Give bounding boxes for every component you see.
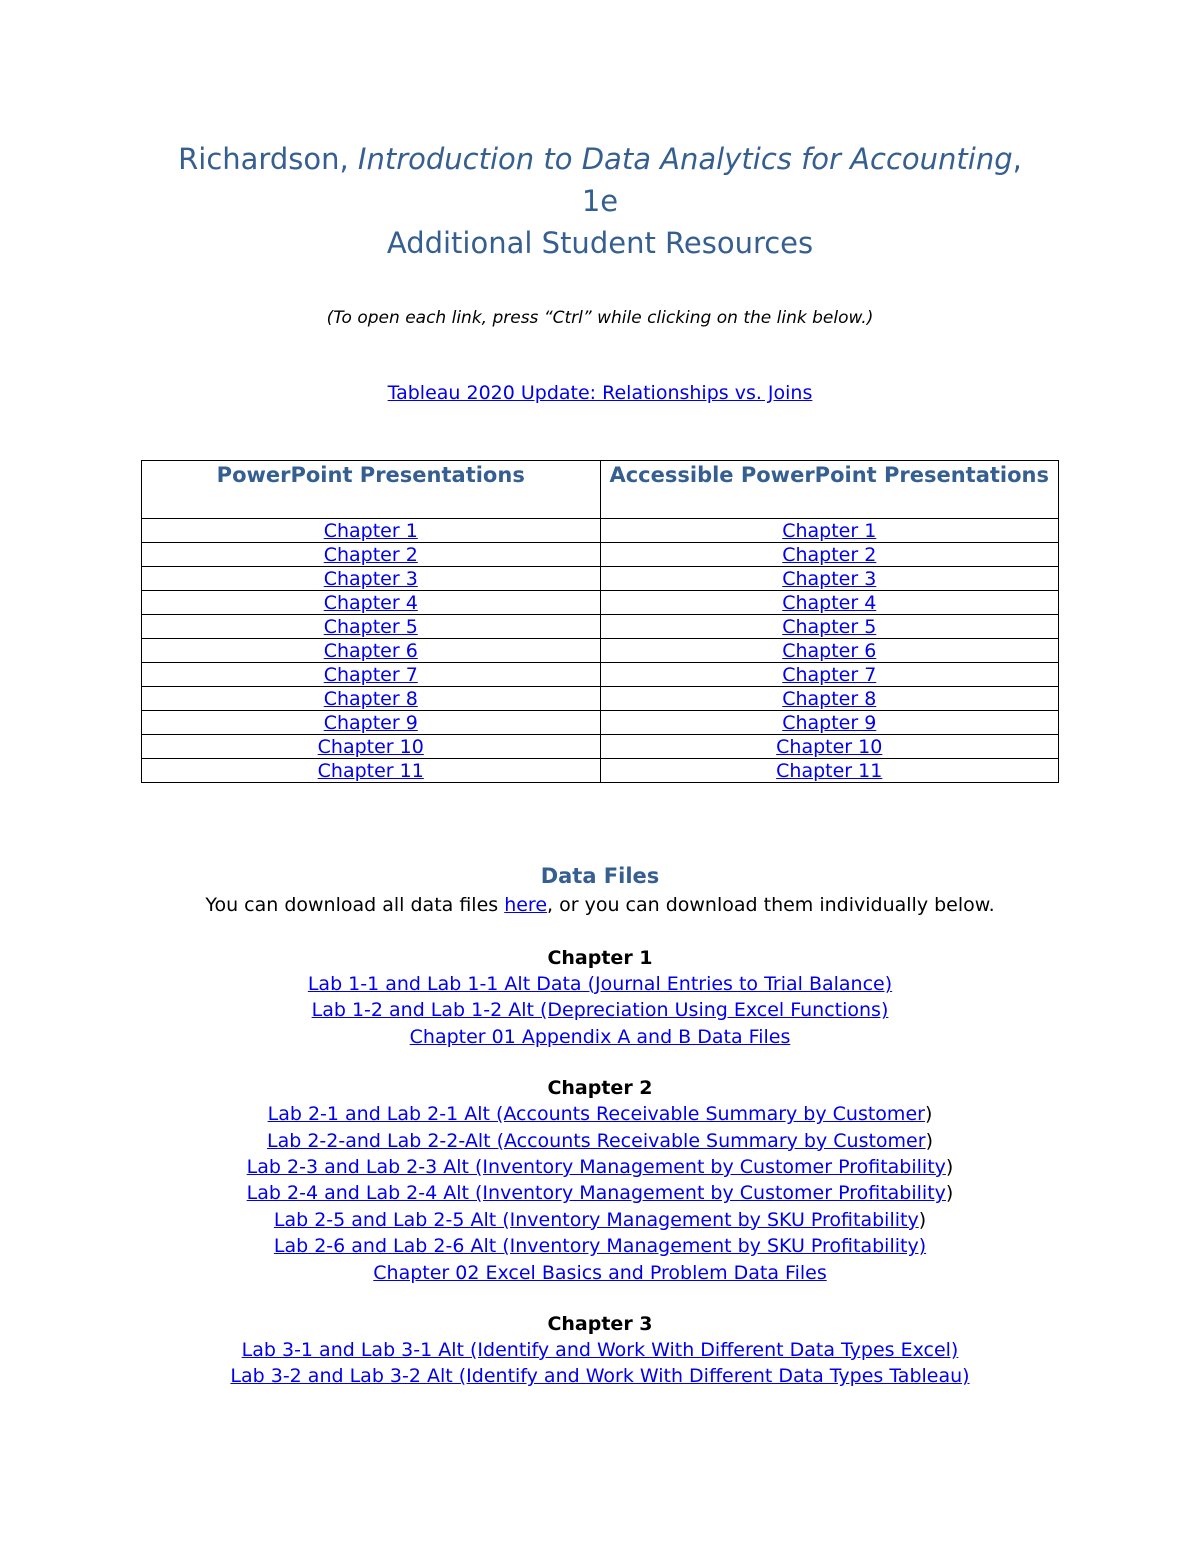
accessible-cell: [600, 639, 1059, 663]
table-row: [142, 615, 1059, 639]
accessible-chapter-link[interactable]: Chapter 3: [782, 567, 877, 590]
table-row: [142, 687, 1059, 711]
accessible-cell: [600, 567, 1059, 591]
chapter-spacer: [0, 920, 1200, 945]
accessible-chapter-link[interactable]: Chapter 6: [782, 639, 877, 662]
data-file-link[interactable]: Lab 2-5 and Lab 2-5 Alt (Inventory Management by SKU Profitability: [273, 1208, 919, 1231]
data-file-link[interactable]: Lab 2-3 and Lab 2-3 Alt (Inventory Management by Customer Profitability: [246, 1156, 946, 1179]
data-files-heading: Data Files: [540, 864, 660, 888]
table-row: [142, 711, 1059, 735]
title-line-1: [0, 138, 1200, 180]
list-item: [0, 1207, 1200, 1233]
table-header-row: [142, 461, 1059, 519]
chapter-heading: Chapter 1: [547, 947, 653, 969]
accessible-chapter-link[interactable]: Chapter 4: [782, 591, 877, 614]
ppt-chapter-link[interactable]: Chapter 10: [317, 735, 424, 758]
list-item: [0, 1260, 1200, 1286]
col-header-powerpoint: PowerPoint Presentations: [142, 461, 601, 519]
list-item: [0, 971, 1200, 997]
table-row: [142, 663, 1059, 687]
list-item: [0, 1024, 1200, 1050]
table-row: [142, 519, 1059, 543]
list-item: [0, 1363, 1200, 1389]
list-item: [0, 1154, 1200, 1180]
ppt-chapter-link[interactable]: Chapter 3: [323, 567, 418, 590]
accessible-chapter-link[interactable]: Chapter 1: [782, 519, 877, 542]
intro-text-before: You can download all data files: [205, 894, 505, 916]
link-suffix: ): [945, 1182, 954, 1205]
link-suffix: ): [924, 1103, 933, 1126]
accessible-chapter-link[interactable]: Chapter 9: [782, 711, 877, 734]
title-subtitle: Additional Student Resources: [386, 226, 814, 260]
data-file-link[interactable]: Lab 2-1 and Lab 2-1 Alt (Accounts Receivable Summary by Customer: [267, 1103, 925, 1126]
list-item: [0, 1337, 1200, 1363]
table-row: [142, 567, 1059, 591]
ppt-chapter-link[interactable]: Chapter 11: [317, 759, 424, 782]
ppt-chapter-link[interactable]: Chapter 6: [323, 639, 418, 662]
instruction-note: (To open each link, press “Ctrl” while clicking on the link below.): [326, 308, 874, 328]
data-file-link[interactable]: Chapter 02 Excel Basics and Problem Data Files: [373, 1261, 827, 1284]
ppt-cell: [142, 639, 601, 663]
accessible-chapter-link[interactable]: Chapter 5: [782, 615, 877, 638]
table-row: [142, 639, 1059, 663]
chapter-spacer: [0, 1286, 1200, 1311]
ppt-chapter-link[interactable]: Chapter 1: [323, 519, 418, 542]
data-file-link[interactable]: Lab 1-1 and Lab 1-1 Alt Data (Journal Entries to Trial Balance): [307, 973, 893, 995]
ppt-chapter-link[interactable]: Chapter 8: [323, 687, 418, 710]
ppt-cell: [142, 735, 601, 759]
accessible-chapter-link[interactable]: Chapter 7: [782, 663, 877, 686]
ppt-chapter-link[interactable]: Chapter 4: [323, 591, 418, 614]
accessible-chapter-link[interactable]: Chapter 10: [776, 735, 883, 758]
download-all-link[interactable]: here: [504, 894, 548, 916]
accessible-chapter-link[interactable]: Chapter 11: [776, 759, 883, 782]
accessible-cell: [600, 615, 1059, 639]
chapter-heading: Chapter 2: [547, 1077, 653, 1100]
list-item: [0, 997, 1200, 1023]
title-book: Introduction to Data Analytics for Accounting: [357, 142, 1013, 176]
list-item: [0, 1128, 1200, 1154]
accessible-cell: [600, 543, 1059, 567]
accessible-cell: [600, 687, 1059, 711]
link-suffix: ): [945, 1156, 954, 1179]
intro-text-after: , or you can download them individually below.: [547, 894, 995, 916]
accessible-cell: [600, 735, 1059, 759]
list-item: [0, 1101, 1200, 1127]
title-author: Richardson,: [178, 142, 349, 176]
data-file-link[interactable]: Lab 1-2 and Lab 1-2 Alt (Depreciation Using Excel Functions): [311, 999, 889, 1022]
table-row: [142, 759, 1059, 783]
data-file-chapters: [0, 920, 1200, 1390]
data-file-link[interactable]: Lab 3-1 and Lab 3-1 Alt (Identify and Work With Different Data Types Excel): [241, 1339, 959, 1362]
data-file-link[interactable]: Chapter 01 Appendix A and B Data Files: [409, 1025, 791, 1048]
ppt-cell: [142, 591, 601, 615]
table-row: [142, 735, 1059, 759]
tableau-update-link[interactable]: Tableau 2020 Update: Relationships vs. Joins: [387, 382, 813, 404]
accessible-cell: [600, 519, 1059, 543]
ppt-cell: [142, 687, 601, 711]
ppt-cell: [142, 567, 601, 591]
col-header-accessible: Accessible PowerPoint Presentations: [600, 461, 1059, 519]
chapter-spacer: [0, 1050, 1200, 1075]
link-suffix: ): [925, 1129, 933, 1152]
tableau-link-wrap: [0, 382, 1200, 404]
document-title: [0, 138, 1200, 264]
presentations-table: [141, 460, 1059, 783]
ppt-chapter-link[interactable]: Chapter 9: [323, 711, 418, 734]
data-file-link[interactable]: Lab 2-4 and Lab 2-4 Alt (Inventory Management by Customer Profitability: [246, 1182, 946, 1205]
data-files-section: [0, 862, 1200, 1390]
accessible-chapter-link[interactable]: Chapter 2: [782, 543, 877, 566]
table-row: [142, 591, 1059, 615]
accessible-cell: [600, 711, 1059, 735]
presentations-table-body: [142, 519, 1059, 783]
data-file-link[interactable]: Lab 2-6 and Lab 2-6 Alt (Inventory Management by SKU Profitability): [273, 1235, 927, 1258]
link-suffix: ): [918, 1208, 927, 1231]
ppt-chapter-link[interactable]: Chapter 5: [323, 615, 418, 638]
data-files-intro: [0, 890, 1200, 920]
list-item: [0, 1180, 1200, 1206]
ppt-cell: [142, 711, 601, 735]
ppt-cell: [142, 759, 601, 783]
ppt-chapter-link[interactable]: Chapter 2: [323, 543, 418, 566]
ppt-cell: [142, 663, 601, 687]
list-item: [0, 1233, 1200, 1259]
title-comma: ,: [1012, 142, 1022, 176]
ppt-cell: [142, 615, 601, 639]
accessible-cell: [600, 663, 1059, 687]
table-row: [142, 543, 1059, 567]
data-file-link[interactable]: Lab 3-2 and Lab 3-2 Alt (Identify and Work With Different Data Types Tableau): [230, 1365, 970, 1388]
ppt-chapter-link[interactable]: Chapter 7: [323, 663, 418, 686]
chapter-heading: Chapter 3: [547, 1313, 653, 1336]
accessible-cell: [600, 591, 1059, 615]
accessible-cell: [600, 759, 1059, 783]
data-file-link[interactable]: Lab 2-2-and Lab 2-2-Alt (Accounts Receivable Summary by Customer: [267, 1129, 926, 1152]
ppt-cell: [142, 543, 601, 567]
ppt-cell: [142, 519, 601, 543]
title-edition: 1e: [581, 184, 619, 218]
accessible-chapter-link[interactable]: Chapter 8: [782, 687, 877, 710]
